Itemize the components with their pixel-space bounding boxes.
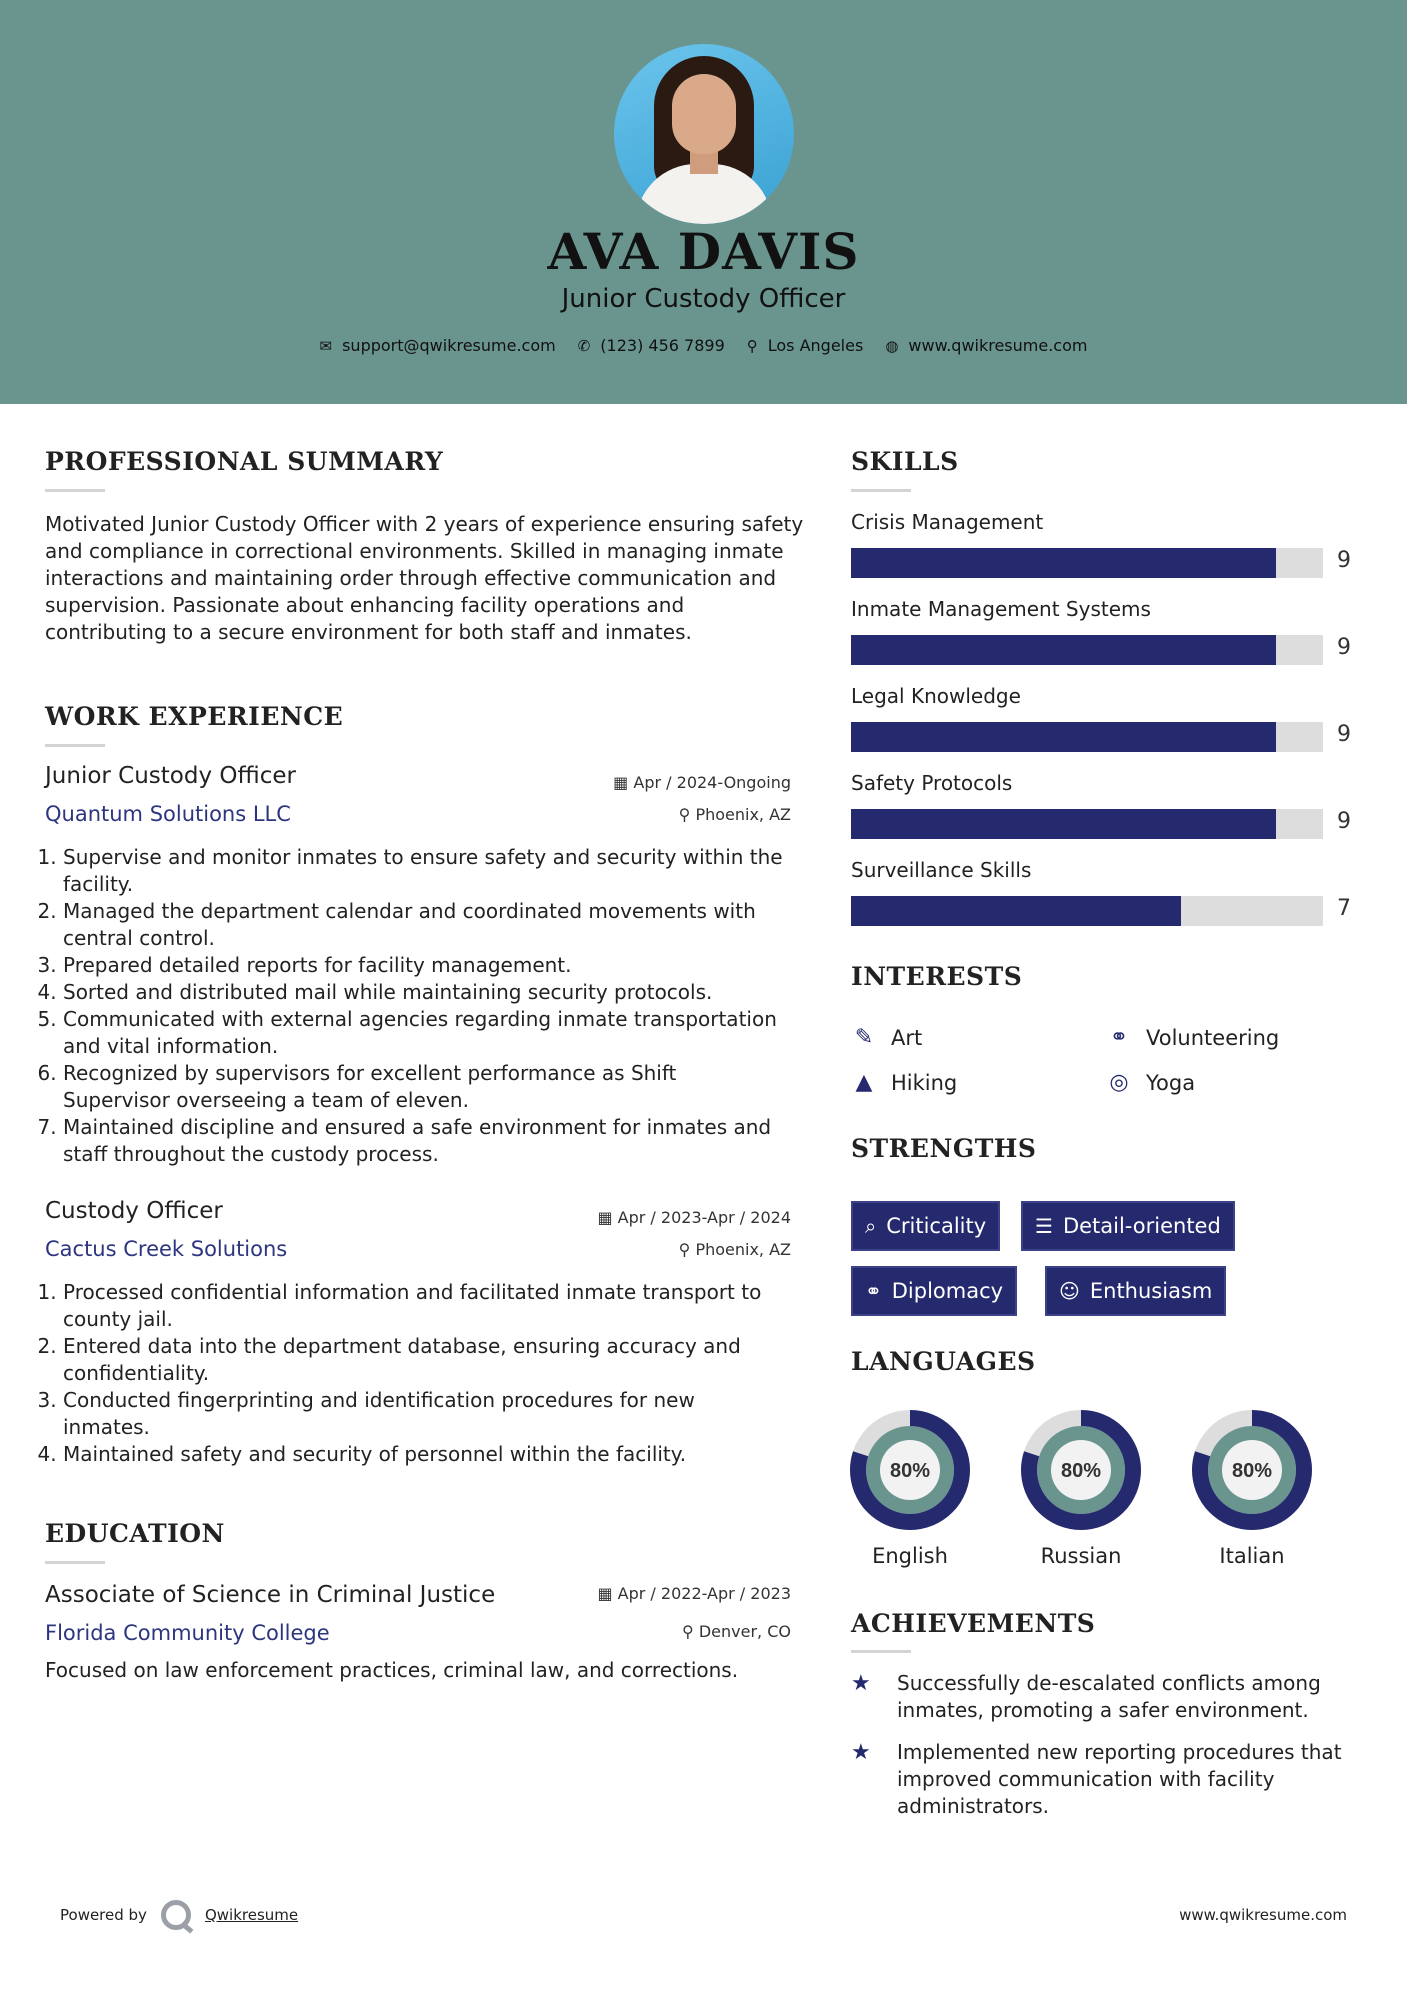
education-location: ⚲ Denver, CO	[682, 1622, 791, 1641]
smile-icon: ☺	[1059, 1279, 1080, 1303]
job-location: ⚲ Phoenix, AZ	[678, 805, 791, 824]
language-ring	[1190, 1408, 1314, 1532]
language-level: 80%	[1231, 1460, 1273, 1482]
candidate-name: AVA DAVIS	[547, 222, 860, 281]
company-name[interactable]: Quantum Solutions LLC	[45, 802, 291, 826]
search-icon: ⌕	[865, 1214, 877, 1238]
contact-website[interactable]	[885, 336, 1087, 355]
header-banner	[0, 0, 1407, 404]
calendar-icon: ▦	[613, 773, 629, 792]
skill-name: Legal Knowledge	[851, 684, 1021, 708]
skill-name: Safety Protocols	[851, 771, 1013, 795]
contact-phone[interactable]	[578, 336, 725, 355]
language-item	[840, 1408, 980, 1568]
pin-icon: ⚲	[682, 1622, 694, 1641]
skill-bar-track	[851, 635, 1323, 665]
contact-bar	[0, 336, 1407, 355]
language-ring	[1019, 1408, 1143, 1532]
language-name: English	[872, 1544, 948, 1568]
summary-text: Motivated Junior Custody Officer with 2 years of experience ensuring safety and compliance in correctional environments. Skilled in managing inmate interactions and maintaining order through effective communication and supervision. Passionate about enhancing facility operations and contributing to a secure environment for both staff and inmates.	[45, 512, 804, 644]
skill-value: 9	[1337, 635, 1351, 660]
interest-art: ✎ Art	[851, 1025, 922, 1050]
profile-photo	[614, 44, 794, 224]
phone-text: (123) 456 7899	[600, 336, 725, 355]
skill-bar-track	[851, 896, 1323, 926]
powered-by-text: Powered by	[60, 1906, 147, 1924]
calendar-icon: ▦	[597, 1584, 613, 1603]
languages-heading: LANGUAGES	[851, 1347, 1036, 1376]
section-divider	[851, 1650, 911, 1653]
job-location: ⚲ Phoenix, AZ	[678, 1240, 791, 1259]
list-item: 1. Processed confidential information and facilitated inmate transport to county jail.	[63, 1279, 785, 1333]
skill-name: Inmate Management Systems	[851, 597, 1151, 621]
brand-link[interactable]: Qwikresume	[204, 1906, 299, 1924]
language-name: Italian	[1219, 1544, 1285, 1568]
interests-heading: INTERESTS	[851, 962, 1023, 991]
skill-bar-fill	[851, 635, 1276, 665]
list-item: 5. Communicated with external agencies regarding inmate transportation and vital information.	[63, 1006, 785, 1060]
job-date: ▦ Apr / 2024-Ongoing	[613, 773, 791, 792]
experience-heading: WORK EXPERIENCE	[45, 702, 344, 731]
school-name[interactable]: Florida Community College	[45, 1621, 330, 1645]
skill-bar-fill	[851, 896, 1181, 926]
skill-bar-track	[851, 722, 1323, 752]
list-item: 4. Sorted and distributed mail while maintaining security protocols.	[63, 979, 785, 1006]
email-text: support@qwikresume.com	[342, 336, 556, 355]
handshake-icon: ⚭	[1109, 1025, 1129, 1050]
qwikresume-logo-icon	[161, 1900, 191, 1930]
job-title: Custody Officer	[45, 1198, 223, 1224]
calendar-icon: ▦	[597, 1208, 613, 1227]
strength-criticality: ⌕ Criticality	[851, 1201, 1000, 1251]
language-item	[1011, 1408, 1151, 1568]
skill-bar-track	[851, 548, 1323, 578]
paintbrush-icon: ✎	[854, 1025, 874, 1050]
pin-icon: ⚲	[678, 1240, 691, 1259]
skill-value: 9	[1337, 809, 1351, 834]
section-divider	[45, 744, 105, 747]
list-item: 1. Supervise and monitor inmates to ensure safety and security within the facility.	[63, 844, 785, 898]
phone-icon: ✆	[577, 336, 591, 355]
job-title: Junior Custody Officer	[45, 763, 296, 789]
envelope-icon: ✉	[319, 336, 333, 355]
skill-value: 9	[1337, 548, 1351, 573]
degree-title: Associate of Science in Criminal Justice	[45, 1582, 496, 1608]
list-item: 3. Prepared detailed reports for facility management.	[63, 952, 785, 979]
contact-location	[747, 336, 864, 355]
skill-value: 7	[1337, 896, 1351, 921]
list-item: 7. Maintained discipline and ensured a safe environment for inmates and staff throughout the custody process.	[63, 1114, 785, 1168]
strengths-heading: STRENGTHS	[851, 1134, 1037, 1163]
language-level: 80%	[1060, 1460, 1102, 1482]
pin-icon: ⚲	[678, 805, 691, 824]
job-date: ▦ Apr / 2023-Apr / 2024	[597, 1208, 791, 1227]
list-item: 6. Recognized by supervisors for excellent performance as Shift Supervisor overseeing a team of eleven.	[63, 1060, 785, 1114]
tree-icon: ▲	[855, 1070, 873, 1095]
footer-website[interactable]: www.qwikresume.com	[1179, 1906, 1347, 1924]
summary-heading: PROFESSIONAL SUMMARY	[45, 447, 444, 476]
list-item: 2. Managed the department calendar and coordinated movements with central control.	[63, 898, 785, 952]
interest-yoga: ◎ Yoga	[1106, 1070, 1195, 1095]
list-item: 3. Conducted fingerprinting and identification procedures for new inmates.	[63, 1387, 785, 1441]
list-icon: ☰	[1035, 1214, 1053, 1238]
education-date: ▦ Apr / 2022-Apr / 2023	[597, 1584, 791, 1603]
strength-detail-oriented: ☰ Detail-oriented	[1021, 1201, 1235, 1251]
list-item: 4. Maintained safety and security of personnel within the facility.	[63, 1441, 785, 1468]
job-duties-list	[45, 844, 785, 1168]
skill-name: Crisis Management	[851, 510, 1044, 534]
shooting-star-icon: ★	[851, 1740, 871, 1765]
strength-enthusiasm: ☺ Enthusiasm	[1045, 1266, 1226, 1316]
language-level: 80%	[889, 1460, 931, 1482]
interest-volunteering: ⚭ Volunteering	[1106, 1025, 1279, 1050]
education-description: Focused on law enforcement practices, criminal law, and corrections.	[45, 1658, 739, 1682]
interest-hiking: ▲ Hiking	[851, 1070, 957, 1095]
company-name[interactable]: Cactus Creek Solutions	[45, 1237, 288, 1261]
education-heading: EDUCATION	[45, 1519, 225, 1548]
skill-bar-fill	[851, 548, 1276, 578]
language-ring	[848, 1408, 972, 1532]
skill-bar-fill	[851, 809, 1276, 839]
skill-bar-fill	[851, 722, 1276, 752]
achievement-item: ★ Successfully de-escalated conflicts among inmates, promoting a safer environment.	[851, 1671, 1321, 1722]
candidate-title: Junior Custody Officer	[561, 284, 846, 314]
skill-value: 9	[1337, 722, 1351, 747]
map-pin-icon: ⚲	[746, 336, 758, 355]
language-item	[1182, 1408, 1322, 1568]
lifebuoy-icon: ◎	[1109, 1070, 1129, 1095]
location-text: Los Angeles	[767, 336, 864, 355]
skill-name: Surveillance Skills	[851, 858, 1032, 882]
list-item: 2. Entered data into the department database, ensuring accuracy and confidentiality.	[63, 1333, 785, 1387]
skill-bar-track	[851, 809, 1323, 839]
shooting-star-icon: ★	[851, 1671, 871, 1696]
handshake-icon: ⚭	[865, 1279, 882, 1303]
section-divider	[45, 489, 105, 492]
achievements-heading: ACHIEVEMENTS	[851, 1609, 1096, 1638]
language-name: Russian	[1040, 1544, 1122, 1568]
job-duties-list	[45, 1279, 785, 1468]
achievement-item: ★ Implemented new reporting procedures that improved communication with facility administrators.	[851, 1740, 1342, 1818]
section-divider	[45, 1561, 105, 1564]
strength-diplomacy: ⚭ Diplomacy	[851, 1266, 1017, 1316]
globe-icon: ◍	[885, 336, 899, 355]
section-divider	[851, 489, 911, 492]
website-text: www.qwikresume.com	[908, 336, 1088, 355]
contact-email[interactable]	[320, 336, 556, 355]
footer-branding	[60, 1900, 298, 1930]
skills-heading: SKILLS	[851, 447, 959, 476]
